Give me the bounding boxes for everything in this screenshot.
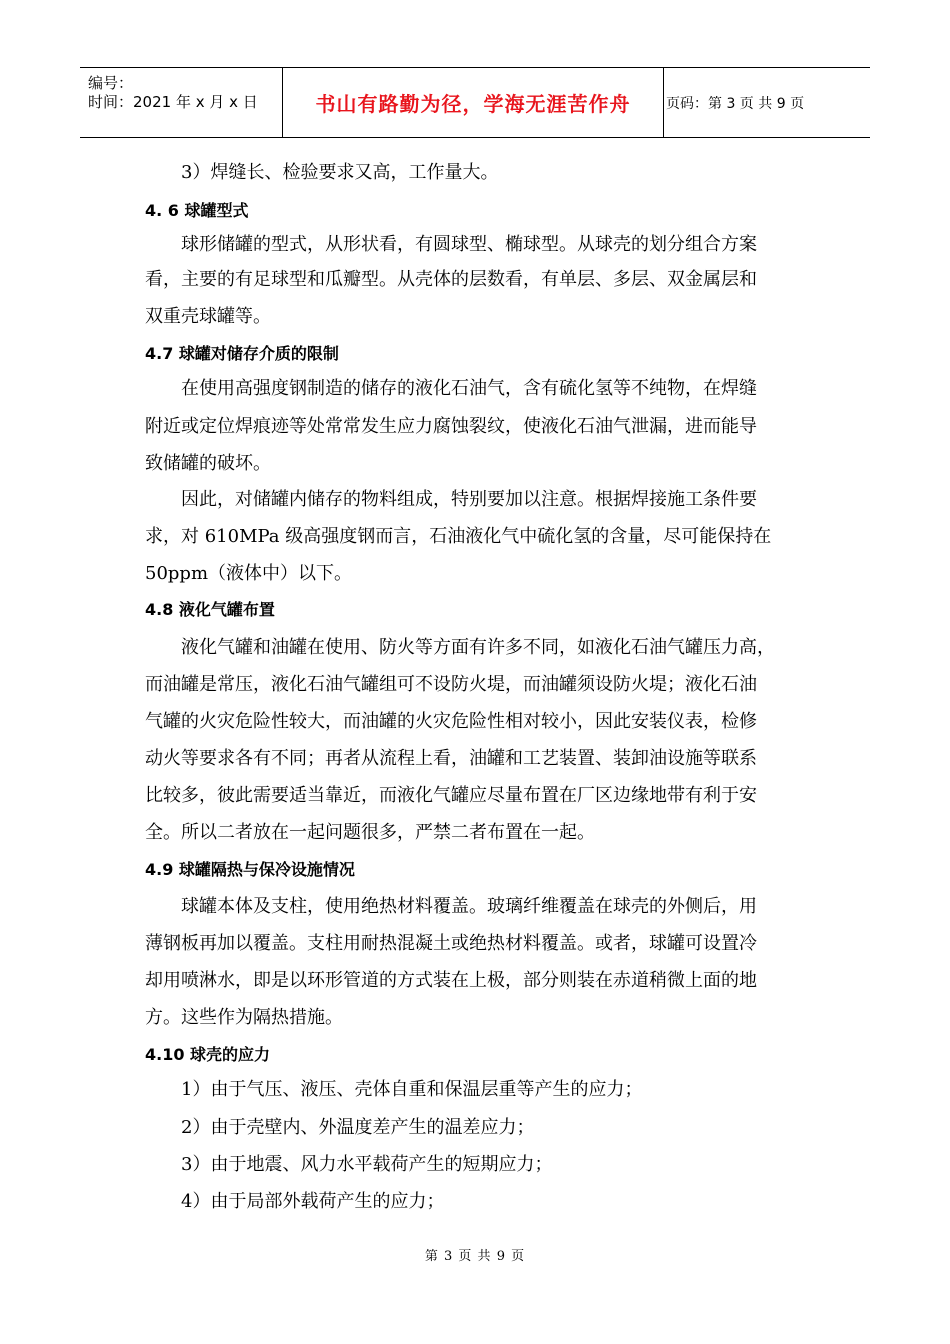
body-line: 致储罐的破坏。 [145, 453, 271, 474]
section-heading: 4. 6 球罐型式 [145, 201, 249, 220]
doc-number-label: 编号： [88, 74, 134, 92]
body-line: 因此，对储罐内储存的物料组成，特别要加以注意。根据焊接施工条件要 [181, 489, 757, 510]
body-line: 方。这些作为隔热措施。 [145, 1007, 343, 1028]
page-footer: 第 3 页 共 9 页 [424, 1249, 526, 1264]
body-line: 3）由于地震、风力水平载荷产生的短期应力； [181, 1154, 553, 1175]
body-line: 全。所以二者放在一起问题很多，严禁二者布置在一起。 [145, 822, 595, 843]
body-line: 求，对 610MPa 级高强度钢而言，石油液化气中硫化氢的含量，尽可能保持在 [145, 526, 772, 547]
header-meta [80, 68, 281, 137]
header-motto: 书山有路勤为径，学海无涯苦作舟 [315, 92, 631, 116]
doc-date-label: 时间：2021 年 x 月 x 日 [88, 93, 258, 111]
header-page-info: 页码：第 3 页 共 9 页 [666, 95, 805, 112]
body-line: 球罐本体及支柱，使用绝热材料覆盖。玻璃纤维覆盖在球壳的外侧后，用 [181, 896, 757, 917]
body-line: 3）焊缝长、检验要求又高，工作量大。 [181, 162, 499, 183]
body-line: 看，主要的有足球型和瓜瓣型。从壳体的层数看，有单层、多层、双金属层和 [145, 269, 757, 290]
body-line: 动火等要求各有不同；再者从流程上看，油罐和工艺装置、装卸油设施等联系 [145, 748, 757, 769]
header-motto-cell [282, 68, 664, 137]
body-line: 在使用高强度钢制造的储存的液化石油气，含有硫化氢等不纯物，在焊缝 [181, 378, 757, 399]
body-line: 薄钢板再加以覆盖。支柱用耐热混凝土或绝热材料覆盖。或者，球罐可设置冷 [145, 933, 757, 954]
body-line: 附近或定位焊痕迹等处常常发生应力腐蚀裂纹，使液化石油气泄漏，进而能导 [145, 416, 757, 437]
body-line: 比较多，彼此需要适当靠近，而液化气罐应尽量布置在厂区边缘地带有利于安 [145, 785, 757, 806]
page-header [80, 67, 870, 138]
section-heading: 4.8 液化气罐布置 [145, 600, 275, 619]
body-line: 4）由于局部外载荷产生的应力； [181, 1191, 445, 1212]
body-line: 而油罐是常压，液化石油气罐组可不设防火堤，而油罐须设防火堤；液化石油 [145, 674, 757, 695]
body-line: 2）由于壳壁内、外温度差产生的温差应力； [181, 1117, 535, 1138]
body-line: 50ppm（液体中）以下。 [145, 563, 353, 584]
body-line: 球形储罐的型式，从形状看，有圆球型、椭球型。从球壳的划分组合方案 [181, 234, 757, 255]
section-heading: 4.10 球壳的应力 [145, 1045, 271, 1064]
body-line: 1）由于气压、液压、壳体自重和保温层重等产生的应力； [181, 1079, 643, 1100]
section-heading: 4.9 球罐隔热与保冷设施情况 [145, 860, 355, 879]
section-heading: 4.7 球罐对储存介质的限制 [145, 344, 339, 363]
body-line: 双重壳球罐等。 [145, 306, 271, 327]
body-line: 却用喷淋水，即是以环形管道的方式装在上极，部分则装在赤道稍微上面的地 [145, 970, 757, 991]
body-line: 气罐的火灾危险性较大，而油罐的火灾危险性相对较小，因此安装仪表，检修 [145, 711, 757, 732]
body-line: 液化气罐和油罐在使用、防火等方面有许多不同，如液化石油气罐压力高， [181, 637, 775, 658]
